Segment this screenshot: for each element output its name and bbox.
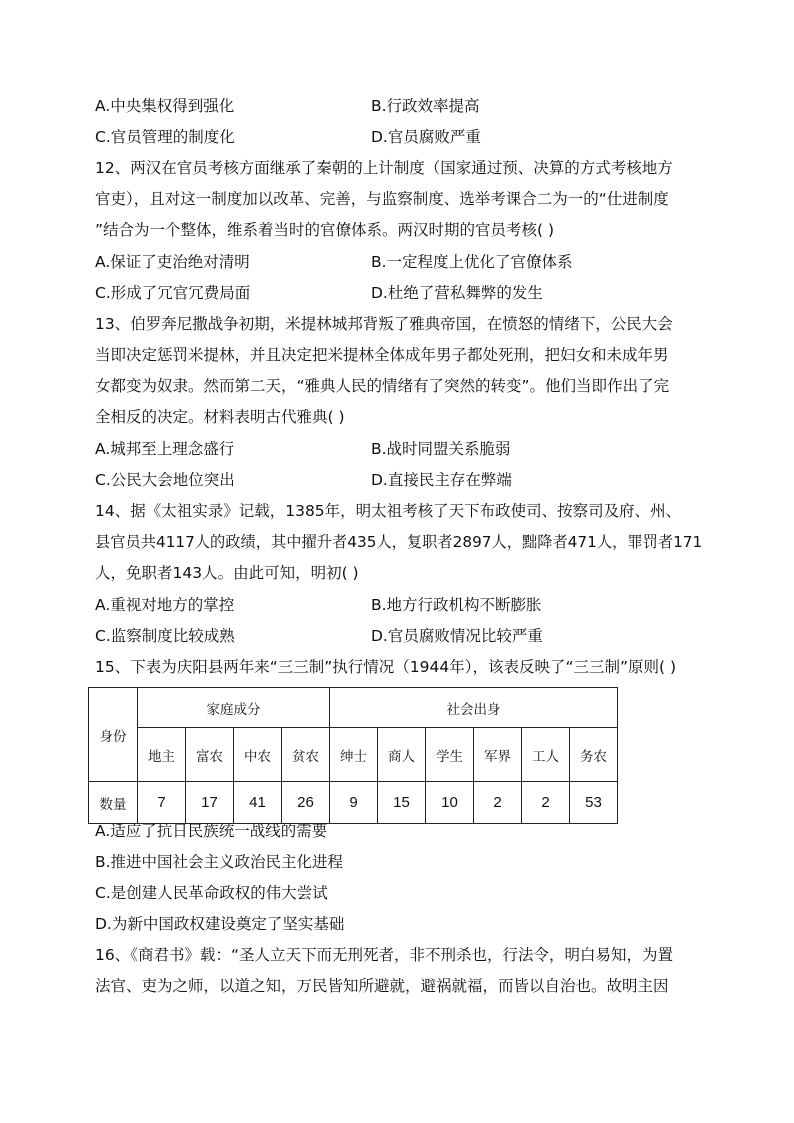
row-header-identity: 身份	[89, 688, 138, 782]
table-cell-value: 2	[522, 782, 570, 824]
q14-stem-line-3: 人，免职者143人。由此可知，明初( )	[95, 564, 359, 582]
q15-data-table	[88, 687, 618, 824]
table-cell-value: 41	[234, 782, 282, 824]
q15-option-a: A.适应了抗日民族统一战线的需要	[95, 822, 328, 840]
q12-option-a: A.保证了吏治绝对清明	[95, 253, 250, 271]
q14-option-b: B.地方行政机构不断膨胀	[371, 596, 542, 614]
q14-option-c: C.监察制度比较成熟	[95, 627, 235, 645]
q11-option-c: C.官员管理的制度化	[95, 128, 235, 146]
q12-option-d: D.杜绝了营私舞弊的发生	[371, 284, 543, 302]
column-header: 绅士	[330, 728, 378, 782]
column-header: 富农	[186, 728, 234, 782]
table-cell-value: 15	[378, 782, 426, 824]
table-cell-value: 17	[186, 782, 234, 824]
column-header: 学生	[426, 728, 474, 782]
group-header-social: 社会出身	[330, 688, 618, 728]
q13-stem-line-1: 13、伯罗奔尼撒战争初期，米提林城邦背叛了雅典帝国，在愤怒的情绪下，公民大会	[95, 315, 673, 333]
q11-option-b: B.行政效率提高	[371, 97, 480, 115]
q12-option-b: B.一定程度上优化了官僚体系	[371, 253, 573, 271]
table-cell-value: 7	[138, 782, 186, 824]
q12-stem-line-3: ”结合为一个整体，维系着当时的官僚体系。两汉时期的官员考核( )	[95, 221, 555, 239]
table-cell-value: 2	[474, 782, 522, 824]
q11-option-d: D.官员腐败严重	[371, 128, 481, 146]
q15-option-c: C.是创建人民革命政权的伟大尝试	[95, 884, 328, 902]
q13-stem-line-4: 全相反的决定。材料表明古代雅典( )	[95, 408, 345, 426]
q13-stem-line-3: 女都变为奴隶。然而第二天，“雅典人民的情绪有了突然的转变”。他们当即作出了完	[95, 377, 670, 395]
table-cell-value: 10	[426, 782, 474, 824]
table-cell-value: 9	[330, 782, 378, 824]
q14-stem-line-1: 14、据《太祖实录》记载，1385年，明太祖考核了天下布政使司、按察司及府、州、	[95, 502, 682, 520]
q16-stem-line-2: 法官、吏为之师，以道之知，万民皆知所避就，避祸就福，而皆以自治也。故明主因	[95, 977, 669, 995]
column-header: 贫农	[282, 728, 330, 782]
q13-option-b: B.战时同盟关系脆弱	[371, 440, 511, 458]
q14-stem-line-2: 县官员共4117人的政绩，其中擢升者435人，复职者2897人，黜降者471人，罪罚者171	[95, 533, 703, 551]
group-header-family: 家庭成分	[138, 688, 330, 728]
q16-stem-line-1: 16、《商君书》载：“圣人立天下而无刑死者，非不刑杀也，行法令，明白易知，为置	[95, 946, 674, 964]
q11-option-a: A.中央集权得到强化	[95, 97, 235, 115]
q13-option-d: D.直接民主存在弊端	[371, 471, 512, 489]
q14-option-a: A.重视对地方的掌控	[95, 596, 235, 614]
table-cell-value: 53	[570, 782, 618, 824]
column-header: 军界	[474, 728, 522, 782]
q15-option-d: D.为新中国政权建设奠定了坚实基础	[95, 915, 345, 933]
row-header-count: 数量	[89, 782, 138, 824]
q13-option-a: A.城邦至上理念盛行	[95, 440, 235, 458]
column-header: 地主	[138, 728, 186, 782]
table-cell-value: 26	[282, 782, 330, 824]
column-header: 中农	[234, 728, 282, 782]
q12-stem-line-2: 官吏），且对这一制度加以改革、完善，与监察制度、选举考课合二为一的“仕进制度	[95, 190, 669, 208]
column-header: 工人	[522, 728, 570, 782]
column-header: 商人	[378, 728, 426, 782]
q12-stem-line-1: 12、两汉在官员考核方面继承了秦朝的上计制度（国家通过预、决算的方式考核地方	[95, 159, 673, 177]
q14-option-d: D.官员腐败情况比较严重	[371, 627, 543, 645]
q13-stem-line-2: 当即决定惩罚米提林，并且决定把米提林全体成年男子都处死刑，把妇女和未成年男	[95, 346, 669, 364]
q12-option-c: C.形成了冗官冗费局面	[95, 284, 251, 302]
q13-option-c: C.公民大会地位突出	[95, 471, 235, 489]
column-header: 务农	[570, 728, 618, 782]
q15-stem: 15、下表为庆阳县两年来“三三制”执行情况（1944年），该表反映了“三三制”原则( )	[95, 658, 677, 676]
q15-option-b: B.推进中国社会主义政治民主化进程	[95, 853, 344, 871]
